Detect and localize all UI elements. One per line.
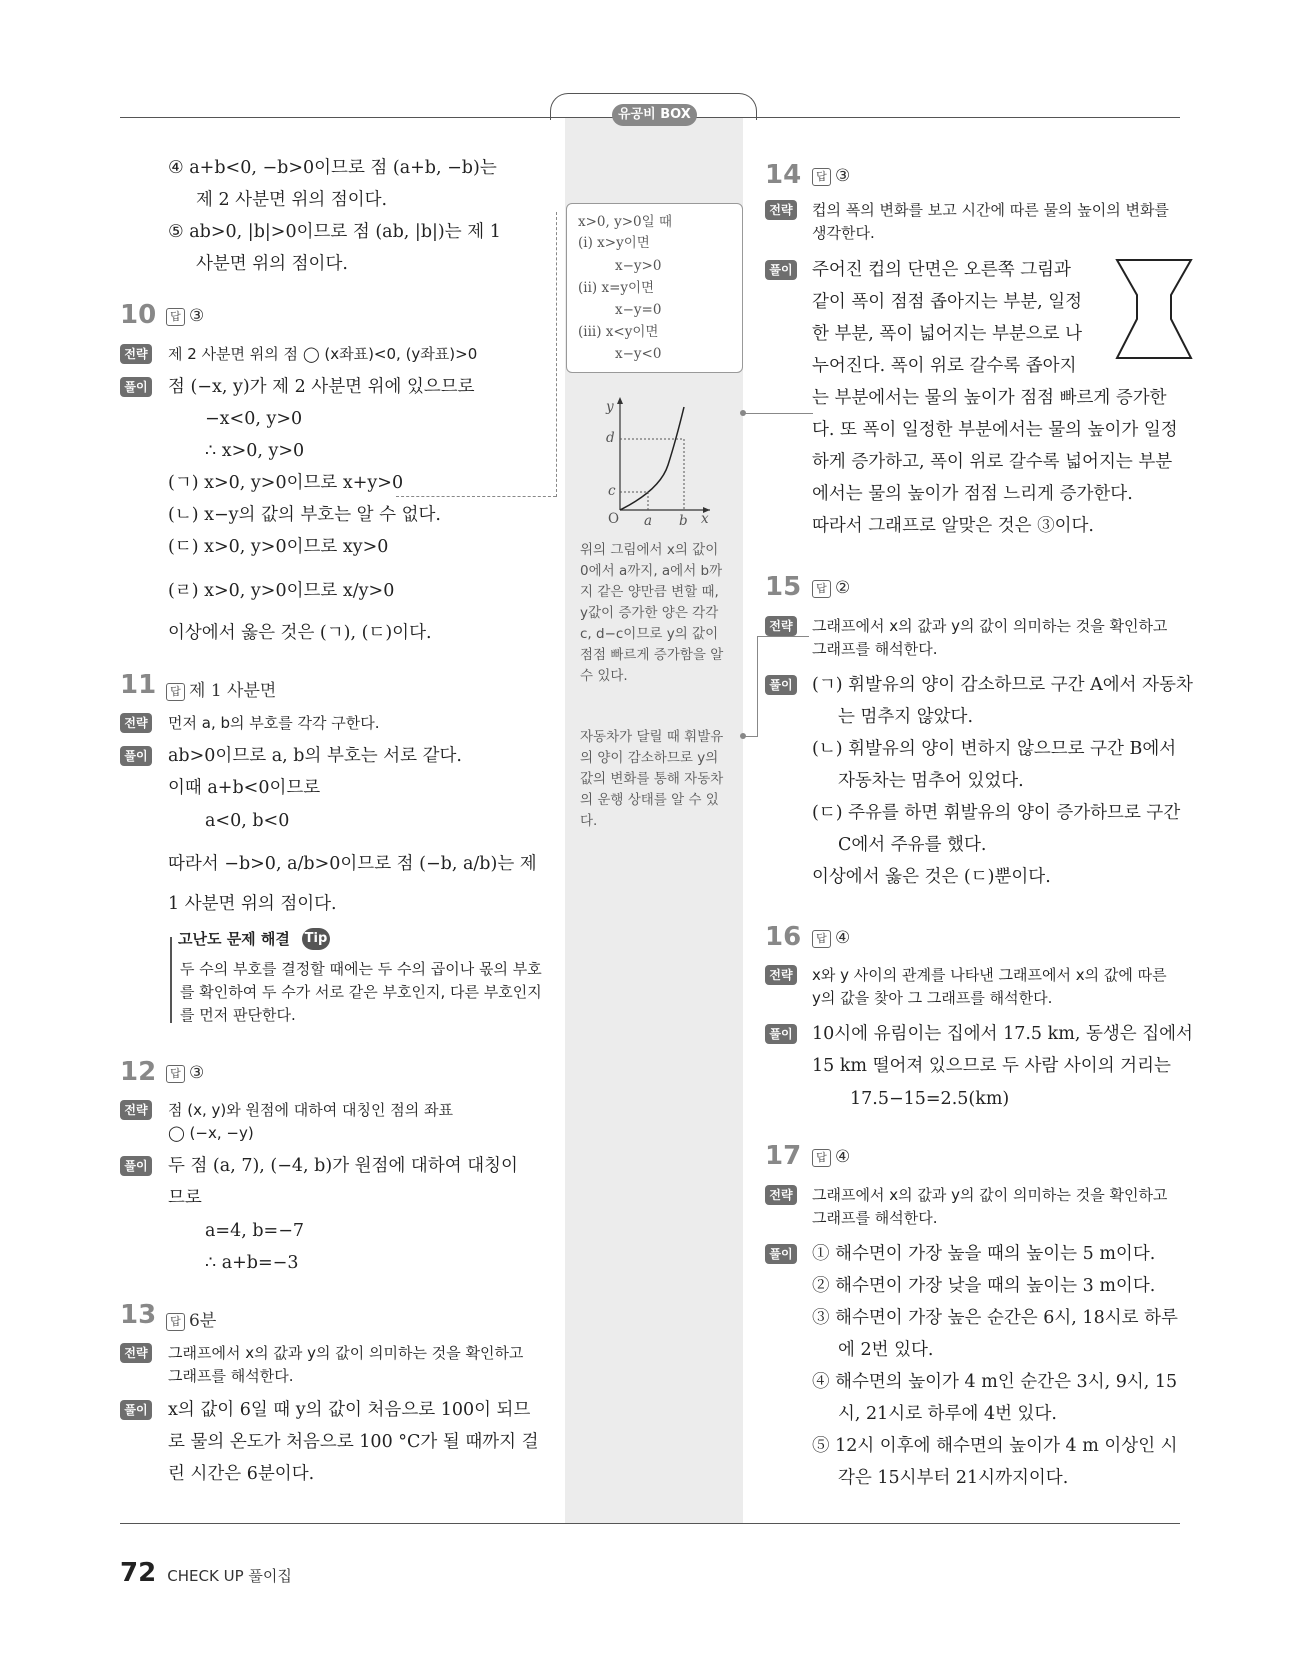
q13-strategy-2: 그래프를 해석한다. <box>168 1367 294 1385</box>
q17-strategy-2: 그래프를 해석한다. <box>812 1209 938 1227</box>
q14-line-1: 주어진 컵의 단면은 오른쪽 그림과 <box>812 260 1071 280</box>
graph-label-origin: O <box>608 511 620 527</box>
note2-line-4: 의 운행 상태를 알 수 있 <box>580 792 719 808</box>
box-line-3: x−y>0 <box>615 258 662 274</box>
strategy-badge: 전략 <box>120 713 152 733</box>
answer-icon: 답 <box>166 1313 185 1331</box>
box-line-2: (i) x>y이면 <box>578 235 650 251</box>
q10-answer <box>166 306 204 326</box>
box-line-6: (iii) x<y이면 <box>578 324 659 340</box>
q15-line-3: (ㄴ) 휘발유의 양이 변하지 않으므로 구간 B에서 <box>812 739 1177 759</box>
q10-line-6: (ㄷ) x>0, y>0이므로 xy>0 <box>168 537 389 557</box>
box-line-5: x−y=0 <box>615 302 662 318</box>
q15-line-1: (ㄱ) 휘발유의 양이 감소하므로 구간 A에서 자동차 <box>812 675 1193 695</box>
strategy-badge: 전략 <box>120 344 152 364</box>
solution-badge: 풀이 <box>120 1156 152 1176</box>
q13-number: 13 <box>120 1300 157 1330</box>
strategy-badge: 전략 <box>765 1185 797 1205</box>
q11-answer-text: 제 1 사분면 <box>189 681 277 701</box>
answer-icon: 답 <box>812 930 831 948</box>
q17-line-6: 시, 21시로 하루에 4번 있다. <box>838 1404 1057 1424</box>
note1-line-1: 위의 그림에서 x의 값이 <box>580 542 719 558</box>
solution-badge: 풀이 <box>120 377 152 397</box>
q14-line-7: 하게 증가하고, 폭이 위로 갈수록 넓어지는 부분 <box>812 452 1173 472</box>
q15-line-7: 이상에서 옳은 것은 (ㄷ)뿐이다. <box>812 867 1051 887</box>
answer-icon: 답 <box>812 1149 831 1167</box>
q14-line-8: 에서는 물의 높이가 점점 느리게 증가한다. <box>812 484 1133 504</box>
q9-line-4: 사분면 위의 점이다. <box>196 254 348 274</box>
q15-strategy-1: 그래프에서 x의 값과 y의 값이 의미하는 것을 확인하고 <box>812 617 1168 635</box>
q17-number: 17 <box>765 1141 802 1171</box>
q17-line-7: ⑤ 12시 이후에 해수면의 높이가 4 m 이상인 시 <box>812 1436 1178 1456</box>
q11-line-2: 이때 a+b<0이므로 <box>168 778 321 798</box>
q17-line-4: 에 2번 있다. <box>838 1340 934 1360</box>
box-line-7: x−y<0 <box>615 346 662 362</box>
connector-line <box>757 636 809 637</box>
graph-label-y: y <box>606 399 614 415</box>
bottom-rule <box>120 1523 1180 1524</box>
q9-line-2: 제 2 사분면 위의 점이다. <box>196 190 388 210</box>
q16-line-1: 10시에 유림이는 집에서 17.5 km, 동생은 집에서 <box>812 1024 1193 1044</box>
q11-number: 11 <box>120 670 157 700</box>
q15-answer-text: ② <box>835 578 851 598</box>
q9-line-1: ④ a+b<0, −b>0이므로 점 (a+b, −b)는 <box>168 158 497 178</box>
box-line-4: (ii) x=y이면 <box>578 280 655 296</box>
q10-line-8: 이상에서 옳은 것은 (ㄱ), (ㄷ)이다. <box>168 623 432 643</box>
answer-icon: 답 <box>166 1065 185 1083</box>
q9-line-3: ⑤ ab>0, |b|>0이므로 점 (ab, |b|)는 제 1 <box>168 222 501 242</box>
q17-line-8: 각은 15시부터 21시까지이다. <box>838 1468 1069 1488</box>
q10-line-2: −x<0, y>0 <box>205 409 303 429</box>
box-line-1: x>0, y>0일 때 <box>578 214 672 230</box>
q12-answer <box>166 1063 204 1083</box>
note2-line-3: 값의 변화를 통해 자동차 <box>580 771 724 787</box>
tip-badge: Tip <box>302 928 330 950</box>
q14-line-6: 다. 또 폭이 일정한 부분에서는 물의 높이가 일정 <box>812 420 1178 440</box>
graph-label-a: a <box>644 513 653 529</box>
solution-badge: 풀이 <box>765 675 797 695</box>
connector-line <box>757 636 758 736</box>
q15-line-5: (ㄷ) 주유를 하면 휘발유의 양이 증가하므로 구간 <box>812 803 1181 823</box>
q15-answer <box>812 578 850 598</box>
q10-answer-text: ③ <box>189 306 205 326</box>
solution-badge: 풀이 <box>120 1400 152 1420</box>
connector-dot <box>740 733 746 739</box>
curve-graph <box>600 395 710 525</box>
q13-answer-text: 6분 <box>189 1311 217 1331</box>
q15-line-6: C에서 주유를 했다. <box>838 835 987 855</box>
q17-line-3: ③ 해수면이 가장 높은 순간은 6시, 18시로 하루 <box>812 1308 1178 1328</box>
graph-label-c: c <box>608 483 616 499</box>
q17-line-5: ④ 해수면의 높이가 4 m인 순간은 3시, 9시, 15 <box>812 1372 1178 1392</box>
solution-badge: 풀이 <box>765 1244 797 1264</box>
q16-strategy-2: y의 값을 찾아 그 그래프를 해석한다. <box>812 989 1053 1007</box>
q11-line-4: 따라서 −b>0, a/b>0이므로 점 (−b, a/b)는 제 <box>168 854 537 874</box>
q11-line-5: 1 사분면 위의 점이다. <box>168 894 337 914</box>
note1-line-5: c, d−c이므로 y의 값이 <box>580 626 719 642</box>
q15-number: 15 <box>765 572 802 602</box>
note2-line-1: 자동차가 달릴 때 휘발유 <box>580 729 724 745</box>
solution-badge: 풀이 <box>765 1024 797 1044</box>
box-label: 유공비 BOX <box>612 104 697 126</box>
solution-badge: 풀이 <box>120 746 152 766</box>
q17-answer <box>812 1147 850 1167</box>
q14-answer <box>812 166 850 186</box>
q14-line-9: 따라서 그래프로 알맞은 것은 ③이다. <box>812 516 1094 536</box>
graph-label-b: b <box>679 513 688 529</box>
q12-line-2: 므로 <box>168 1188 202 1208</box>
q12-answer-text: ③ <box>189 1063 205 1083</box>
note1-line-6: 점점 빠르게 증가함을 알 <box>580 647 724 663</box>
footer-title: CHECK UP 풀이집 <box>167 1567 292 1585</box>
q11-answer <box>166 676 276 701</box>
tip-line-3: 를 먼저 판단한다. <box>180 1006 296 1024</box>
q14-number: 14 <box>765 160 802 190</box>
q10-line-7: (ㄹ) x>0, y>0이므로 x/y>0 <box>168 581 395 601</box>
tip-line-1: 두 수의 부호를 결정할 때에는 두 수의 곱이나 몫의 부호 <box>180 960 542 978</box>
q16-line-2: 15 km 떨어져 있으므로 두 사람 사이의 거리는 <box>812 1056 1171 1076</box>
q13-line-1: x의 값이 6일 때 y의 값이 처음으로 100이 되므 <box>168 1400 531 1420</box>
q15-line-4: 자동차는 멈추어 있었다. <box>838 771 1024 791</box>
q14-line-5: 는 부분에서는 물의 높이가 점점 빠르게 증가한 <box>812 388 1167 408</box>
q16-answer-text: ④ <box>835 928 851 948</box>
q10-strategy: 제 2 사분면 위의 점 ◯ (x좌표)<0, (y좌표)>0 <box>168 345 478 363</box>
answer-icon: 답 <box>166 308 185 326</box>
strategy-badge: 전략 <box>120 1343 152 1363</box>
answer-icon: 답 <box>166 683 185 701</box>
cup-cross-section <box>1113 257 1195 361</box>
q12-strategy-1: 점 (x, y)와 원점에 대하여 대칭인 점의 좌표 <box>168 1101 453 1119</box>
q16-answer <box>812 928 850 948</box>
graph-label-x: x <box>701 511 709 527</box>
answer-icon: 답 <box>812 168 831 186</box>
q11-line-3: a<0, b<0 <box>205 811 290 831</box>
page-number: 72 <box>120 1558 157 1588</box>
connector-dot <box>740 410 746 416</box>
q14-strategy-2: 생각한다. <box>812 224 875 242</box>
q17-answer-text: ④ <box>835 1147 851 1167</box>
q12-line-3: a=4, b=−7 <box>205 1221 305 1241</box>
q16-strategy-1: x와 y 사이의 관계를 나타낸 그래프에서 x의 값에 따른 <box>812 966 1167 984</box>
q15-strategy-2: 그래프를 해석한다. <box>812 640 938 658</box>
strategy-badge: 전략 <box>765 200 797 220</box>
tip-bar <box>170 937 172 1023</box>
q14-line-4: 누어진다. 폭이 위로 갈수록 좁아지 <box>812 356 1077 376</box>
q10-line-3: ∴ x>0, y>0 <box>205 441 305 461</box>
q12-line-4: ∴ a+b=−3 <box>205 1253 299 1273</box>
leader-line <box>556 212 557 497</box>
q17-line-1: ① 해수면이 가장 높을 때의 높이는 5 m이다. <box>812 1244 1156 1264</box>
connector-line <box>743 413 813 414</box>
note2-line-5: 다. <box>580 813 598 829</box>
q11-strategy: 먼저 a, b의 부호를 각각 구한다. <box>168 714 380 732</box>
note1-line-4: y값이 증가한 양은 각각 <box>580 605 719 621</box>
q14-line-3: 한 부분, 폭이 넓어지는 부분으로 나 <box>812 324 1083 344</box>
q13-strategy-1: 그래프에서 x의 값과 y의 값이 의미하는 것을 확인하고 <box>168 1344 524 1362</box>
answer-icon: 답 <box>812 580 831 598</box>
tip-line-2: 를 확인하여 두 수가 서로 같은 부호인지, 다른 부호인지 <box>180 983 542 1001</box>
q12-strategy-2: ◯ (−x, −y) <box>168 1124 254 1142</box>
strategy-badge: 전략 <box>765 616 797 636</box>
q12-number: 12 <box>120 1057 157 1087</box>
q12-line-1: 두 점 (a, 7), (−4, b)가 원점에 대하여 대칭이 <box>168 1156 518 1176</box>
note2-line-2: 의 양이 감소하므로 y의 <box>580 750 719 766</box>
q13-line-3: 린 시간은 6분이다. <box>168 1464 315 1484</box>
q17-line-2: ② 해수면이 가장 낮을 때의 높이는 3 m이다. <box>812 1276 1156 1296</box>
q16-line-3: 17.5−15=2.5(km) <box>850 1089 1010 1109</box>
solution-badge: 풀이 <box>765 260 797 280</box>
strategy-badge: 전략 <box>765 965 797 985</box>
q15-line-2: 는 멈추지 않았다. <box>838 707 974 727</box>
q10-line-4: (ㄱ) x>0, y>0이므로 x+y>0 <box>168 473 404 493</box>
q10-line-5: (ㄴ) x−y의 값의 부호는 알 수 없다. <box>168 505 441 525</box>
q10-line-1: 점 (−x, y)가 제 2 사분면 위에 있으므로 <box>168 377 475 397</box>
q11-line-1: ab>0이므로 a, b의 부호는 서로 같다. <box>168 746 462 766</box>
strategy-badge: 전략 <box>120 1100 152 1120</box>
q14-strategy-1: 컵의 폭의 변화를 보고 시간에 따른 물의 높이의 변화를 <box>812 201 1169 219</box>
note1-line-2: 0에서 a까지, a에서 b까 <box>580 563 723 579</box>
q13-answer <box>166 1306 216 1331</box>
footer <box>120 1558 292 1588</box>
q10-number: 10 <box>120 300 157 330</box>
note1-line-7: 수 있다. <box>580 668 628 684</box>
q14-line-2: 같이 폭이 점점 좁아지는 부분, 일정 <box>812 292 1083 312</box>
graph-label-d: d <box>606 430 615 446</box>
q16-number: 16 <box>765 922 802 952</box>
q14-answer-text: ③ <box>835 166 851 186</box>
leader-line <box>396 496 556 497</box>
note1-line-3: 지 같은 양만큼 변할 때, <box>580 584 719 600</box>
q13-line-2: 로 물의 온도가 처음으로 100 °C가 될 때까지 걸 <box>168 1432 539 1452</box>
q17-strategy-1: 그래프에서 x의 값과 y의 값이 의미하는 것을 확인하고 <box>812 1186 1168 1204</box>
tip-title: 고난도 문제 해결 <box>178 930 290 948</box>
